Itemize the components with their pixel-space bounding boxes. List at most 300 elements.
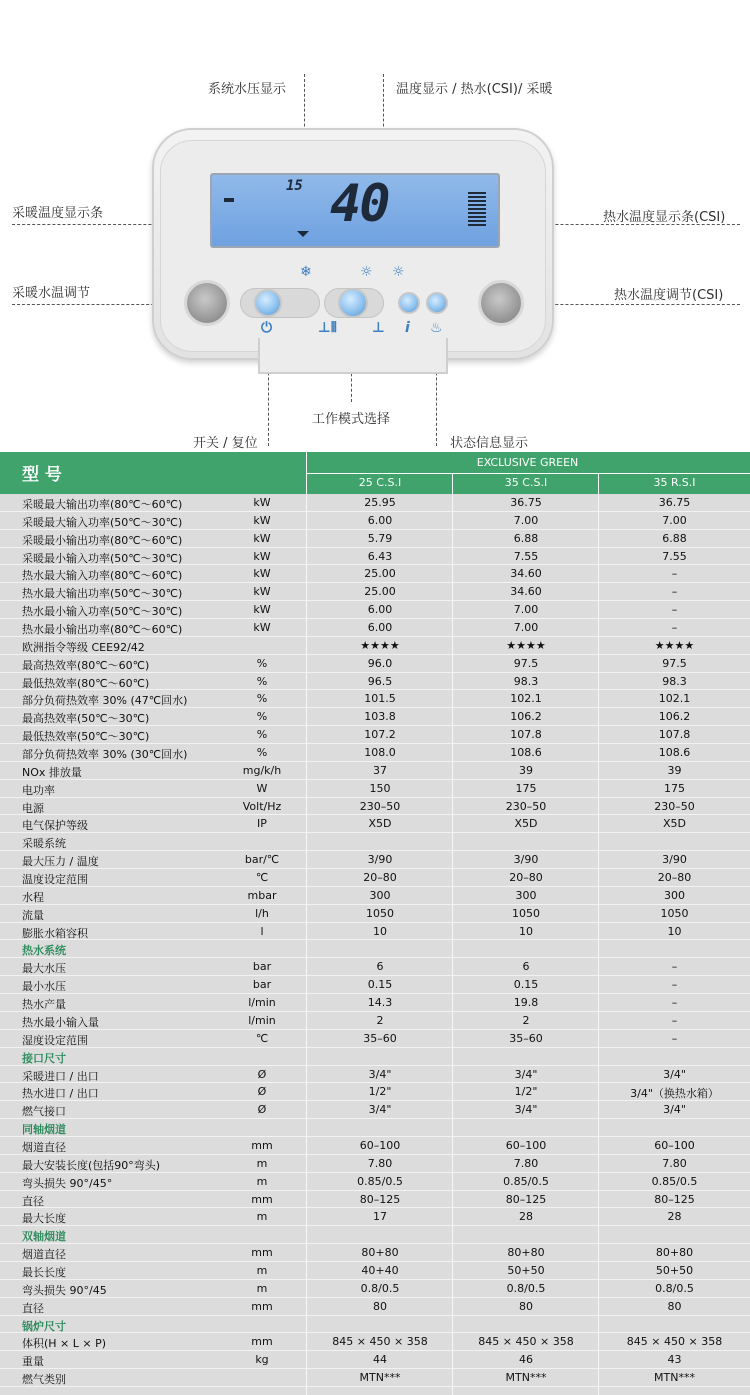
cell-35-rsi: 60–100 — [654, 1138, 695, 1152]
row-unit: kW — [253, 513, 271, 527]
row-unit: l/min — [248, 1013, 276, 1027]
cell-25-csi: 25.95 — [364, 496, 396, 509]
table-row — [0, 1083, 750, 1101]
table-section-row — [0, 1119, 750, 1137]
cell-35-csi: 107.8 — [510, 728, 542, 742]
cell-35-rsi: 230–50 — [654, 799, 695, 813]
table-row — [0, 905, 750, 923]
cell-35-csi: 0.85/0.5 — [503, 1174, 549, 1188]
cell-35-csi: 0.15 — [513, 978, 539, 992]
cell-35-rsi: X5D — [662, 817, 686, 831]
row-unit: % — [256, 746, 268, 760]
cell-35-rsi: 80+80 — [655, 1246, 694, 1260]
table-row — [0, 1280, 750, 1298]
row-unit: Volt/Hz — [242, 799, 282, 813]
cell-25-csi: 3/90 — [367, 853, 393, 867]
row-label: 燃气接口 — [22, 1105, 66, 1119]
row-label: 最低热效率(80℃～60℃) — [22, 676, 150, 690]
snowflake-icon: ❄ — [300, 264, 312, 280]
cell-35-rsi: 108.6 — [658, 746, 691, 760]
cell-35-rsi: – — [671, 978, 678, 992]
cell-25-csi: 6.00 — [367, 621, 393, 635]
cell-35-rsi: – — [671, 585, 678, 599]
table-section-row — [0, 1316, 750, 1334]
cell-35-rsi: 6.88 — [662, 531, 687, 545]
table-row — [0, 601, 750, 619]
cell-25-csi: 230–50 — [359, 799, 401, 813]
cell-35-csi: 97.5 — [513, 656, 539, 670]
mode-select-button[interactable] — [338, 288, 368, 318]
row-label: 弯头损失 90°/45 — [22, 1283, 107, 1297]
tap-icon: ⊥ — [372, 320, 385, 336]
cell-25-csi: 40+40 — [361, 1263, 399, 1277]
table-row — [0, 619, 750, 637]
cell-35-rsi: 3/4" — [663, 1067, 686, 1081]
cell-35-rsi: 102.1 — [658, 692, 691, 706]
row-unit: % — [256, 674, 268, 688]
cell-35-rsi: 7.00 — [662, 513, 687, 527]
row-unit: kg — [255, 1353, 269, 1367]
table-row — [0, 869, 750, 887]
cell-35-csi: 108.6 — [510, 746, 542, 760]
row-unit: m — [256, 1174, 268, 1188]
row-label: NOx 排放量 — [22, 765, 82, 779]
row-label: 直径 — [22, 1301, 44, 1315]
row-label: 最低热效率(50℃～30℃) — [22, 730, 150, 744]
table-row — [0, 976, 750, 994]
row-unit: kW — [253, 496, 271, 509]
table-row — [0, 1333, 750, 1351]
cell-25-csi: 0.8/0.5 — [360, 1281, 400, 1295]
dhw-temp-bar — [468, 192, 486, 228]
model-label: 型 号 — [22, 465, 62, 485]
row-label: 接口尺寸 — [22, 1051, 66, 1065]
table-row — [0, 673, 750, 691]
row-label: 最小水压 — [22, 980, 66, 994]
table-row — [0, 762, 750, 780]
cell-35-rsi: 80–125 — [654, 1192, 695, 1206]
cell-35-csi: 20–80 — [509, 871, 543, 885]
info-icon: i — [405, 320, 410, 336]
table-row — [0, 530, 750, 548]
cell-35-csi: 2 — [522, 1013, 530, 1027]
cell-35-csi: 34.60 — [510, 567, 542, 581]
cell-35-csi: 28 — [519, 1210, 533, 1224]
row-label: 热水进口 / 出口 — [22, 1087, 99, 1101]
row-label: 锅炉尺寸 — [22, 1319, 66, 1333]
callout-dhw-temp-bar: 热水温度显示条(CSI) — [603, 210, 726, 225]
cell-35-rsi: – — [671, 1031, 678, 1045]
cell-25-csi: 1050 — [366, 906, 394, 920]
row-unit: mm — [251, 1192, 273, 1206]
cell-35-csi: 3/90 — [513, 853, 539, 867]
row-label: 采暖最小输入功率(50℃～30℃) — [22, 551, 183, 565]
cell-35-rsi: 20–80 — [657, 871, 692, 885]
cell-25-csi: 80–125 — [359, 1192, 401, 1206]
cell-25-csi: 2 — [376, 1013, 384, 1027]
panel-bottom-tab — [258, 338, 448, 374]
table-section-row — [0, 1226, 750, 1244]
cell-25-csi: 103.8 — [364, 710, 396, 724]
cell-35-csi: 300 — [515, 888, 537, 902]
row-unit: mm — [251, 1138, 273, 1152]
lcd-mode-arrow — [297, 231, 309, 237]
cell-25-csi: 6.00 — [367, 603, 393, 617]
row-unit: bar — [252, 960, 272, 974]
row-unit: m — [256, 1263, 268, 1277]
row-label: 最长长度 — [22, 1265, 66, 1279]
table-row — [0, 744, 750, 762]
cell-35-csi: 102.1 — [510, 692, 542, 706]
table-row — [0, 815, 750, 833]
row-unit: Ø — [257, 1085, 267, 1099]
cell-35-rsi: ★★★★ — [654, 638, 695, 652]
row-unit: kW — [253, 621, 271, 635]
row-label: 烟道直径 — [22, 1140, 66, 1154]
cell-25-csi: 10 — [373, 924, 387, 938]
row-label: 烟道直径 — [22, 1248, 66, 1262]
row-unit: mm — [251, 1299, 273, 1313]
row-label: 直径 — [22, 1194, 44, 1208]
cell-25-csi: 25.00 — [364, 567, 396, 581]
cell-25-csi: 3/4" — [368, 1067, 392, 1081]
row-unit: % — [256, 728, 268, 742]
status-button[interactable] — [426, 292, 448, 314]
cell-25-csi: ★★★★ — [360, 638, 400, 652]
cell-35-csi: 6 — [522, 960, 530, 974]
cell-35-rsi: 7.80 — [662, 1156, 687, 1170]
row-label: 弯头损失 90°/45° — [22, 1176, 113, 1190]
row-label: 燃气类别 — [22, 1373, 66, 1387]
cell-35-rsi: 80 — [667, 1299, 682, 1313]
row-label: 热水最小输入量 — [22, 1015, 99, 1029]
cell-35-csi: 6.88 — [513, 531, 539, 545]
cell-25-csi: 96.5 — [367, 674, 393, 688]
cell-35-csi: 46 — [519, 1353, 533, 1367]
cell-25-csi: 80+80 — [361, 1246, 399, 1260]
cell-35-rsi: 39 — [667, 763, 682, 777]
table-row — [0, 1244, 750, 1262]
table-row — [0, 923, 750, 941]
table-row — [0, 548, 750, 566]
row-unit: kW — [253, 585, 271, 599]
row-label: 流量 — [22, 908, 44, 922]
cell-25-csi: 20–80 — [363, 871, 397, 885]
flame-icon: ♨ — [430, 320, 443, 336]
cell-35-csi: 80 — [519, 1299, 533, 1313]
row-label: 最大长度 — [22, 1212, 66, 1226]
row-unit: % — [256, 692, 268, 706]
cell-25-csi: 60–100 — [359, 1138, 401, 1152]
power-icon: ⏻ — [261, 320, 273, 336]
cell-25-csi: 5.79 — [367, 531, 393, 545]
cell-35-rsi: 97.5 — [662, 656, 687, 670]
cell-35-csi: 0.8/0.5 — [506, 1281, 546, 1295]
row-unit: l/h — [255, 906, 269, 920]
row-label: 热水产量 — [22, 998, 66, 1012]
cell-35-csi: 1/2" — [514, 1085, 538, 1099]
table-row — [0, 780, 750, 798]
cell-25-csi: 6 — [376, 960, 384, 974]
cell-35-rsi: 7.55 — [662, 549, 687, 563]
series-name: EXCLUSIVE GREEN — [476, 456, 579, 469]
row-unit: % — [256, 710, 268, 724]
table-row — [0, 690, 750, 708]
sun-icon: ☼ — [392, 264, 405, 280]
cell-25-csi: 25.00 — [364, 585, 396, 599]
cell-35-csi: 10 — [519, 924, 533, 938]
cell-35-csi: 80+80 — [507, 1246, 545, 1260]
cell-35-csi: 3/4" — [514, 1103, 538, 1117]
cell-35-rsi: 3/90 — [662, 853, 687, 867]
control-panel-illustration — [0, 0, 750, 452]
cell-35-rsi: – — [671, 960, 678, 974]
callout-mode-select: 工作模式选择 — [312, 412, 391, 427]
row-unit: % — [256, 656, 268, 670]
row-unit: m — [256, 1281, 268, 1295]
row-label: 体积(H × L × P) — [22, 1337, 107, 1351]
cell-35-csi: 36.75 — [510, 496, 542, 509]
cell-35-rsi: 3/4"（换热水箱） — [630, 1087, 719, 1101]
row-unit: mg/k/h — [242, 763, 282, 777]
cell-25-csi: 80 — [373, 1299, 387, 1313]
cell-35-rsi: 98.3 — [662, 674, 687, 688]
cell-35-rsi: 300 — [664, 888, 685, 902]
lcd-temperature-readout: 40 — [330, 174, 389, 234]
row-label: 采暖最大输入功率(50℃～30℃) — [22, 515, 183, 529]
cell-35-rsi: – — [671, 621, 678, 635]
row-label: 采暖最大输出功率(80℃～60℃) — [22, 498, 183, 511]
cell-35-rsi: – — [671, 567, 678, 581]
cell-35-csi: ★★★★ — [506, 638, 546, 652]
cell-35-csi: 35–60 — [509, 1031, 543, 1045]
cell-35-rsi: 107.8 — [658, 728, 691, 742]
cell-35-csi: 7.80 — [513, 1156, 539, 1170]
cell-35-csi: 7.55 — [513, 549, 539, 563]
cell-35-rsi: 3/4" — [663, 1103, 686, 1117]
row-unit: m — [256, 1210, 268, 1224]
callout-system-pressure: 系统水压显示 — [208, 82, 287, 97]
cell-35-rsi: 0.85/0.5 — [651, 1174, 698, 1188]
cell-35-rsi: 10 — [667, 924, 682, 938]
table-row — [0, 994, 750, 1012]
row-label: 最高热效率(80℃～60℃) — [22, 658, 150, 672]
cell-35-csi: 7.00 — [513, 621, 539, 635]
cell-25-csi: 14.3 — [367, 996, 393, 1010]
header-divider — [307, 473, 750, 474]
cell-25-csi: 3/4" — [368, 1103, 392, 1117]
cell-35-csi: 98.3 — [513, 674, 539, 688]
cell-35-rsi: – — [671, 1013, 678, 1027]
cell-35-rsi: 0.8/0.5 — [655, 1281, 694, 1295]
cell-35-csi: 19.8 — [513, 996, 539, 1010]
row-label: 热水最小输出功率(80℃～60℃) — [22, 623, 183, 637]
table-row — [0, 1173, 750, 1191]
table-row — [0, 494, 750, 512]
table-row — [0, 708, 750, 726]
info-button[interactable] — [398, 292, 420, 314]
cell-25-csi: 7.80 — [367, 1156, 393, 1170]
cell-25-csi: MTN*** — [359, 1371, 401, 1385]
cell-35-rsi: MTN*** — [654, 1371, 695, 1385]
row-unit: kW — [253, 531, 271, 545]
row-unit: m — [256, 1156, 268, 1170]
row-unit: kW — [253, 549, 271, 563]
row-label: 电气保护等级 — [22, 819, 88, 833]
row-label: 热水最大输入功率(80℃～60℃) — [22, 569, 183, 583]
cell-35-csi: 230–50 — [505, 799, 547, 813]
cell-35-csi: 175 — [515, 781, 537, 795]
table-row — [0, 512, 750, 530]
row-unit: l — [260, 924, 264, 938]
row-label: 部分负荷热效率 30% (47℃回水) — [22, 694, 188, 708]
row-label: 最大水压 — [22, 962, 66, 976]
cell-25-csi: 1/2" — [368, 1085, 392, 1099]
cell-35-rsi: – — [671, 603, 678, 617]
cell-25-csi: X5D — [368, 817, 392, 831]
table-row — [0, 851, 750, 869]
row-unit: ℃ — [255, 1031, 269, 1045]
cell-25-csi: 107.2 — [364, 728, 396, 742]
table-row — [0, 1155, 750, 1173]
callout-heating-temp-bar: 采暖温度显示条 — [12, 206, 104, 221]
row-label: 采暖进口 / 出口 — [22, 1069, 99, 1083]
row-label: 电功率 — [22, 783, 55, 797]
table-row — [0, 887, 750, 905]
callout-status-info: 状态信息显示 — [450, 436, 529, 451]
cell-35-csi: X5D — [514, 817, 538, 831]
table-row — [0, 1030, 750, 1048]
cell-35-rsi: 106.2 — [658, 710, 691, 724]
row-label: 采暖系统 — [22, 837, 66, 851]
row-label: 水程 — [22, 890, 44, 904]
cell-35-csi: 845 × 450 × 358 — [478, 1335, 574, 1349]
table-row — [0, 1298, 750, 1316]
table-row — [0, 655, 750, 673]
row-unit: ℃ — [255, 871, 269, 885]
table-row — [0, 833, 750, 851]
cell-25-csi: 17 — [373, 1210, 387, 1224]
row-label: 最高热效率(50℃～30℃) — [22, 712, 150, 726]
cell-25-csi: 101.5 — [364, 692, 396, 706]
callout-temp-display: 温度显示 / 热水(CSI)/ 采暖 — [396, 82, 553, 97]
callout-heating-temp-adjust: 采暖水温调节 — [12, 286, 91, 301]
row-label: 同轴烟道 — [22, 1123, 66, 1137]
cell-35-rsi: 36.75 — [658, 496, 691, 509]
row-label: 欧洲指令等级 CEE92/42 — [22, 640, 145, 654]
column-header: 25 C.S.I — [358, 476, 402, 489]
row-label: 湿度设定范围 — [22, 1033, 88, 1047]
cell-25-csi: 108.0 — [364, 746, 396, 760]
row-label: 温度设定范围 — [22, 873, 88, 887]
cell-25-csi: 845 × 450 × 358 — [332, 1335, 428, 1349]
cell-35-rsi: 43 — [667, 1353, 682, 1367]
cell-25-csi: 0.85/0.5 — [357, 1174, 403, 1188]
row-unit: bar — [252, 978, 272, 992]
table-row — [0, 798, 750, 816]
cell-25-csi: 96.0 — [367, 656, 393, 670]
cell-35-csi: 1050 — [512, 906, 540, 920]
cell-35-csi: 7.00 — [513, 513, 539, 527]
cell-25-csi: 6.00 — [367, 513, 393, 527]
row-unit: W — [256, 781, 268, 795]
column-header: 35 R.S.I — [653, 476, 696, 489]
row-label: 部分负荷热效率 30% (30℃回水) — [22, 748, 188, 762]
cell-35-rsi: 50+50 — [655, 1263, 694, 1277]
table-row — [0, 1262, 750, 1280]
lcd-pressure-readout: 15 — [286, 178, 303, 194]
cell-35-rsi: 845 × 450 × 358 — [626, 1335, 723, 1349]
row-unit: bar/℃ — [244, 853, 280, 867]
cell-25-csi: 300 — [369, 888, 391, 902]
cell-35-csi: 39 — [519, 763, 533, 777]
row-label: 重量 — [22, 1355, 44, 1369]
cell-35-csi: 3/4" — [514, 1067, 538, 1081]
table-row — [0, 1191, 750, 1209]
cell-25-csi: 6.43 — [367, 549, 393, 563]
cell-35-csi: 7.00 — [513, 603, 539, 617]
row-label: 热水系统 — [22, 944, 66, 958]
row-label: 膨胀水箱容积 — [22, 926, 88, 940]
cell-35-rsi: – — [671, 996, 678, 1010]
table-row — [0, 1066, 750, 1084]
row-unit: IP — [257, 817, 267, 831]
spec-table — [0, 452, 750, 1395]
row-unit: kW — [253, 603, 271, 617]
row-label: 热水最小输入功率(50℃～30℃) — [22, 605, 183, 619]
cell-25-csi: 44 — [373, 1353, 387, 1367]
row-unit: mm — [251, 1246, 273, 1260]
heating-temp-knob[interactable] — [184, 280, 230, 326]
table-row — [0, 1351, 750, 1369]
table-header — [0, 452, 750, 494]
cell-35-rsi: 28 — [667, 1210, 682, 1224]
cell-35-csi: 106.2 — [510, 710, 542, 724]
table-row — [0, 726, 750, 744]
callout-power-reset: 开关 / 复位 — [193, 436, 258, 451]
column-header: 35 C.S.I — [504, 476, 548, 489]
cell-35-rsi: 1050 — [660, 906, 689, 920]
sun-icon: ☼ — [360, 264, 373, 280]
row-unit: kW — [253, 567, 271, 581]
radiator-tap-icon: ⊥⦀ — [318, 320, 337, 336]
table-row — [0, 1369, 750, 1387]
table-row — [0, 1137, 750, 1155]
dhw-temp-knob[interactable] — [478, 280, 524, 326]
table-row — [0, 637, 750, 655]
table-row — [0, 583, 750, 601]
row-unit: Ø — [257, 1067, 267, 1081]
cell-25-csi: 35–60 — [363, 1031, 397, 1045]
row-label: 双轴烟道 — [22, 1230, 66, 1244]
cell-25-csi: 150 — [369, 781, 391, 795]
table-section-row — [0, 1048, 750, 1066]
cell-35-csi: 34.60 — [510, 585, 542, 599]
table-row — [0, 565, 750, 583]
table-row — [0, 958, 750, 976]
row-unit: Ø — [257, 1103, 267, 1117]
row-unit: l/min — [248, 996, 276, 1010]
row-label: 电源 — [22, 801, 44, 815]
table-section-row — [0, 940, 750, 958]
cell-35-rsi: 175 — [664, 781, 685, 795]
table-row — [0, 1101, 750, 1119]
row-label: 采暖最小输出功率(80℃～60℃) — [22, 533, 183, 547]
table-body — [0, 494, 750, 1387]
cell-35-csi: MTN*** — [505, 1371, 547, 1385]
heating-temp-bar — [224, 198, 234, 202]
power-reset-button[interactable] — [254, 289, 282, 317]
